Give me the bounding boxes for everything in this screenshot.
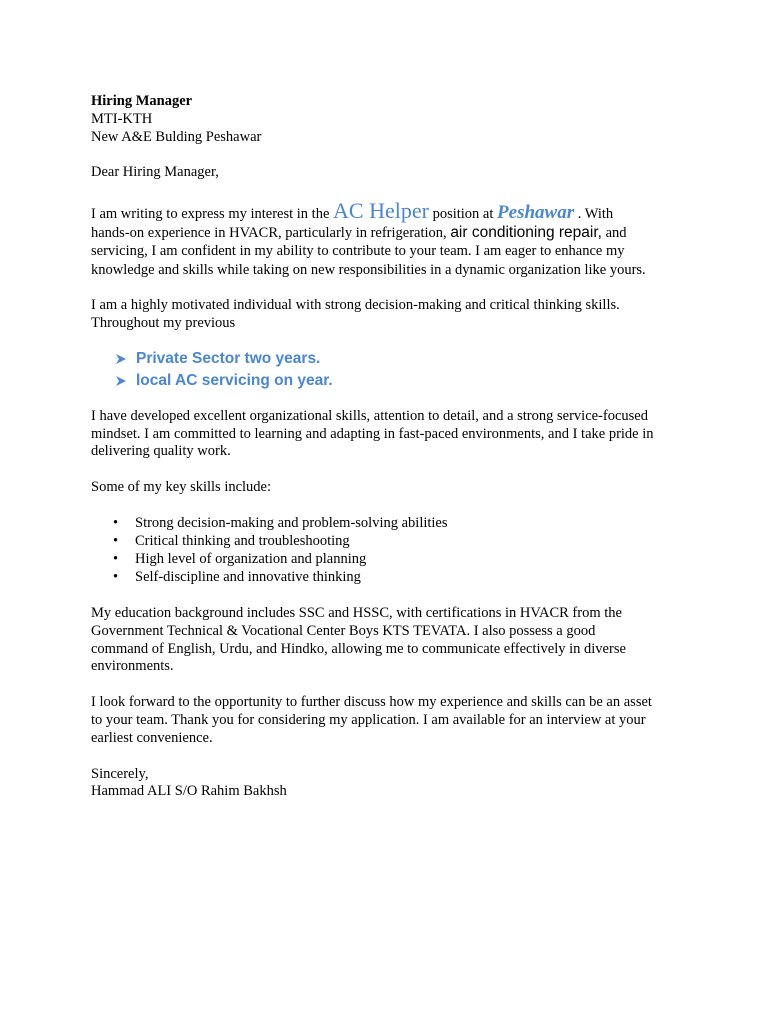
intro-text-4: hands-on experience in HVACR, particularly in refrigeration, <box>91 224 451 241</box>
education-paragraph <box>91 605 691 676</box>
signature: Hammad ALI S/O Rahim Bakhsh <box>91 783 287 800</box>
bullet-icon: • <box>113 514 119 531</box>
bullet-icon: • <box>113 568 119 585</box>
motivation-paragraph <box>91 297 691 333</box>
recipient-org: MTI-KTH <box>91 110 153 127</box>
letter-page <box>91 93 691 801</box>
intro-paragraph <box>91 198 691 279</box>
recipient-address: New A&E Bulding Peshawar <box>91 128 262 145</box>
list-item <box>113 569 691 587</box>
arrow-right-icon <box>115 353 127 365</box>
position-title: AC Helper <box>333 198 429 224</box>
experience-item: Private Sector two years. <box>136 349 321 367</box>
skills-line-1: I have developed excellent organizational skills, attention to detail, and a strong service-focused <box>91 407 648 424</box>
intro-line-3: servicing, I am confident in my ability to contribute to your team. I am eager to enhance my <box>91 243 625 260</box>
arrow-right-icon <box>115 375 127 387</box>
motivation-line-1: I am a highly motivated individual with strong decision-making and critical thinking skills. <box>91 297 620 314</box>
closing-line-1: I look forward to the opportunity to further discuss how my experience and skills can be an asset <box>91 694 652 711</box>
list-item <box>113 533 691 551</box>
experience-list <box>91 348 691 392</box>
motivation-line-2: Throughout my previous <box>91 314 236 331</box>
key-skills-list <box>91 515 691 587</box>
education-line-1: My education background includes SSC and HSSC, with certifications in HVACR from the <box>91 604 622 621</box>
skill-item: Self-discipline and innovative thinking <box>135 568 361 585</box>
list-item <box>113 551 691 569</box>
recipient-block <box>91 93 691 146</box>
bullet-icon: • <box>113 550 119 567</box>
intro-highlight: air conditioning repair, <box>450 223 602 241</box>
education-line-2: Government Technical & Vocational Center Boys KTS TEVATA. I also possess a good <box>91 622 596 639</box>
closing-paragraph <box>91 694 691 747</box>
skill-item: Critical thinking and troubleshooting <box>135 532 350 549</box>
intro-text-3: . With <box>574 206 614 223</box>
signoff: Sincerely, <box>91 765 149 782</box>
closing-line-2: to your team. Thank you for considering my application. I am available for an interview at your <box>91 711 646 728</box>
skill-item: High level of organization and planning <box>135 550 367 567</box>
intro-text-5: and <box>601 224 627 241</box>
salutation: Dear Hiring Manager, <box>91 164 219 181</box>
list-item <box>115 348 691 370</box>
location-name: Peshawar <box>497 202 575 224</box>
skills-line-2: mindset. I am committed to learning and adapting in fast-paced environments, and I take pride in <box>91 425 654 442</box>
closing-line-3: earliest convenience. <box>91 729 213 746</box>
recipient-title: Hiring Manager <box>91 93 193 109</box>
intro-text-2: position at <box>428 206 498 223</box>
skills-paragraph <box>91 408 691 461</box>
skills-line-3: delivering quality work. <box>91 443 231 460</box>
intro-line-4: knowledge and skills while taking on new responsibilities in a dynamic organization like yours. <box>91 261 646 278</box>
list-item <box>115 370 691 392</box>
list-item <box>113 515 691 533</box>
skill-item: Strong decision-making and problem-solving abilities <box>135 514 448 531</box>
education-line-3: command of English, Urdu, and Hindko, allowing me to communicate effectively in diverse <box>91 640 626 657</box>
education-line-4: environments. <box>91 658 174 675</box>
intro-text-1: I am writing to express my interest in the <box>91 206 334 223</box>
key-skills-heading: Some of my key skills include: <box>91 479 272 496</box>
experience-item: local AC servicing on year. <box>136 371 333 389</box>
bullet-icon: • <box>113 532 119 549</box>
